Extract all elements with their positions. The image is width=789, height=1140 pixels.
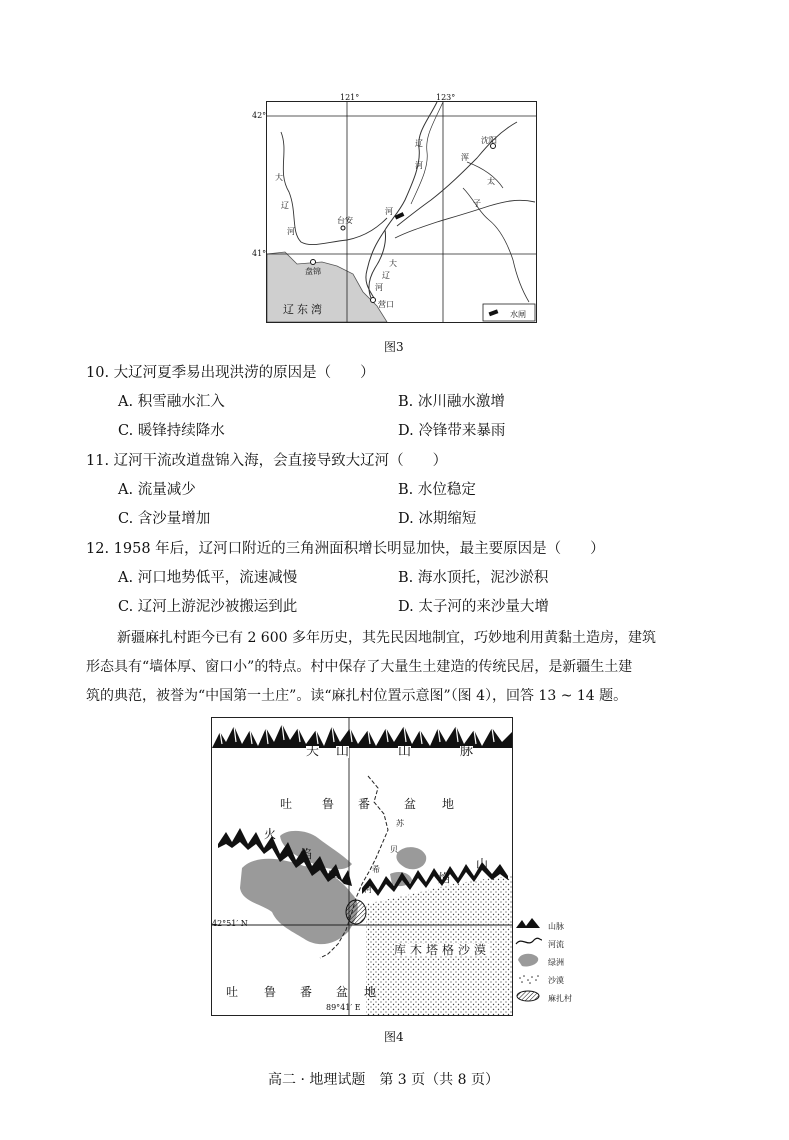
- label-tianshan-2: 山: [336, 744, 350, 759]
- label-basin-top-5: 地: [442, 797, 455, 811]
- label-river-da-2: 辽: [382, 271, 390, 280]
- fig3-lon-123: 123°: [436, 93, 456, 102]
- label-basin-bottom-4: 盆: [336, 985, 349, 999]
- label-river-taizi-1: 太: [487, 177, 495, 186]
- legend-label-desert: 沙漠: [548, 976, 564, 985]
- fig3-lat-41: 41°: [252, 249, 267, 258]
- legend-mountain-icon: [516, 918, 540, 928]
- label-river-3: 希: [372, 865, 380, 874]
- figure-4-legend-icons: [514, 914, 544, 1004]
- question-10-stem: 10. 大辽河夏季易出现洪涝的原因是（ ）: [86, 365, 375, 381]
- legend-label-river: 河流: [548, 940, 564, 949]
- label-sea-liaodong-bay: 辽东湾: [283, 303, 325, 316]
- label-river-left-2: 辽: [281, 201, 289, 210]
- figure-4-map: [211, 717, 513, 1016]
- question-10-option-a: A. 积雪融水汇入: [118, 394, 225, 410]
- figure-4-drawing: [212, 718, 512, 1015]
- oasis-main: [240, 859, 358, 944]
- label-river-taizi-2: 子: [473, 199, 481, 208]
- label-river-left-3: 河: [287, 227, 295, 236]
- label-basin-top-2: 鲁: [322, 797, 335, 811]
- mazha-village-marker: [346, 900, 366, 924]
- passage-line-3: 筑的典范，被誉为“中国第一土庄”。读“麻扎村位置示意图”（图 4），回答 13 ~ 14 题。: [86, 688, 628, 704]
- legend-label-oasis: 绿洲: [548, 958, 564, 967]
- question-10-option-d: D. 冷锋带来暴雨: [398, 423, 506, 439]
- fig4-lon-label: 89°41′ E: [326, 1003, 361, 1012]
- figure-3-caption: 图3: [384, 340, 404, 354]
- label-basin-top-4: 盆: [404, 797, 417, 811]
- passage-line-1: 新疆麻扎村距今已有 2 600 多年历史，其先民因地制宜，巧妙地利用黄黏土造房，建筑: [117, 630, 656, 646]
- label-river-liao-1: 辽: [415, 139, 423, 148]
- legend-village-icon: [517, 991, 539, 1001]
- label-huoyan-3: 山: [328, 867, 341, 881]
- question-12-option-d: D. 太子河的来沙量大增: [398, 599, 549, 615]
- label-basin-top-3: 番: [358, 797, 371, 811]
- label-tianshan-3: 山: [398, 744, 412, 759]
- question-12-stem: 12. 1958 年后，辽河口附近的三角洲面积增长明显加快，最主要原因是（ ）: [86, 541, 605, 557]
- question-11-option-d: D. 冰期缩短: [398, 511, 477, 527]
- label-huoyan-east-2: 山: [476, 857, 489, 871]
- passage-line-2: 形态具有“墙体厚、窗口小”的特点。村中保存了大量生土建造的传统民居，是新疆生土建: [86, 659, 633, 675]
- label-river-liao-2: 河: [415, 161, 423, 170]
- question-10-option-b: B. 冰川融水激增: [398, 394, 505, 410]
- label-yingkou: 营口: [378, 300, 394, 309]
- label-river-mid: 河: [385, 207, 393, 216]
- label-river-da-1: 大: [389, 259, 397, 268]
- legend-river-icon: [516, 938, 542, 944]
- sluice-marker: [395, 212, 405, 219]
- label-huoyan-2: 焰: [300, 847, 313, 861]
- figure-4-caption: 图4: [384, 1030, 404, 1044]
- label-huoyan-east-1: 焰: [438, 871, 451, 885]
- legend-oasis-icon: [518, 954, 538, 967]
- river-taizi: [395, 200, 535, 238]
- page-footer: 高二 · 地理试题 第 3 页（共 8 页）: [268, 1072, 499, 1088]
- label-basin-bottom-3: 番: [300, 985, 313, 999]
- city-yingkou-dot: [371, 298, 376, 303]
- legend-sluice-label: 水闸: [510, 310, 526, 319]
- label-basin-bottom-5: 地: [364, 985, 377, 999]
- river-liao-west: [281, 132, 387, 245]
- label-river-hun: 浑: [461, 153, 469, 162]
- label-taian: 台安: [337, 216, 353, 225]
- label-tianshan-1: 天: [306, 744, 320, 759]
- fig3-lat-42: 42°: [252, 111, 267, 120]
- question-12-option-c: C. 辽河上游泥沙被搬运到此: [118, 599, 298, 615]
- fig4-lat-label: 42°51′ N: [212, 919, 248, 928]
- oasis-right: [396, 847, 426, 869]
- question-10-option-c: C. 暖锋持续降水: [118, 423, 225, 439]
- question-11-option-c: C. 含沙量增加: [118, 511, 211, 527]
- label-river-da-3: 河: [375, 283, 383, 292]
- label-basin-bottom-2: 鲁: [264, 985, 277, 999]
- question-11-option-a: A. 流量减少: [118, 482, 196, 498]
- legend-label-village: 麻扎村: [548, 994, 572, 1003]
- legend-desert-icon: [519, 975, 539, 984]
- label-basin-top-1: 吐: [280, 797, 293, 811]
- label-river-4: 河: [364, 885, 372, 894]
- question-12-option-b: B. 海水顶托，泥沙淤积: [398, 570, 549, 586]
- label-basin-bottom-1: 吐: [226, 985, 239, 999]
- label-river-1: 苏: [396, 819, 404, 828]
- label-river-2: 贝: [390, 845, 398, 854]
- label-river-left-1: 大: [275, 173, 283, 182]
- question-11-stem: 11. 辽河干流改道盘锦入海，会直接导致大辽河（ ）: [86, 453, 448, 469]
- figure-3-map: [266, 101, 537, 323]
- city-panjin-dot: [311, 260, 316, 265]
- legend-label-mountain: 山脉: [548, 922, 564, 931]
- label-huoyan-1: 火: [264, 827, 277, 841]
- question-11-option-b: B. 水位稳定: [398, 482, 476, 498]
- label-shenyang: 沈阳: [481, 136, 497, 145]
- river-liao-main-bank: [411, 102, 443, 204]
- label-desert: 库木塔格沙漠: [394, 943, 491, 957]
- fig3-lon-121: 121°: [340, 93, 360, 102]
- question-12-option-a: A. 河口地势低平，流速减慢: [118, 570, 298, 586]
- label-panjin: 盘锦: [305, 267, 321, 276]
- river-branch-2: [467, 162, 503, 188]
- label-tianshan-4: 脉: [460, 744, 474, 759]
- river-liao-main: [366, 102, 437, 300]
